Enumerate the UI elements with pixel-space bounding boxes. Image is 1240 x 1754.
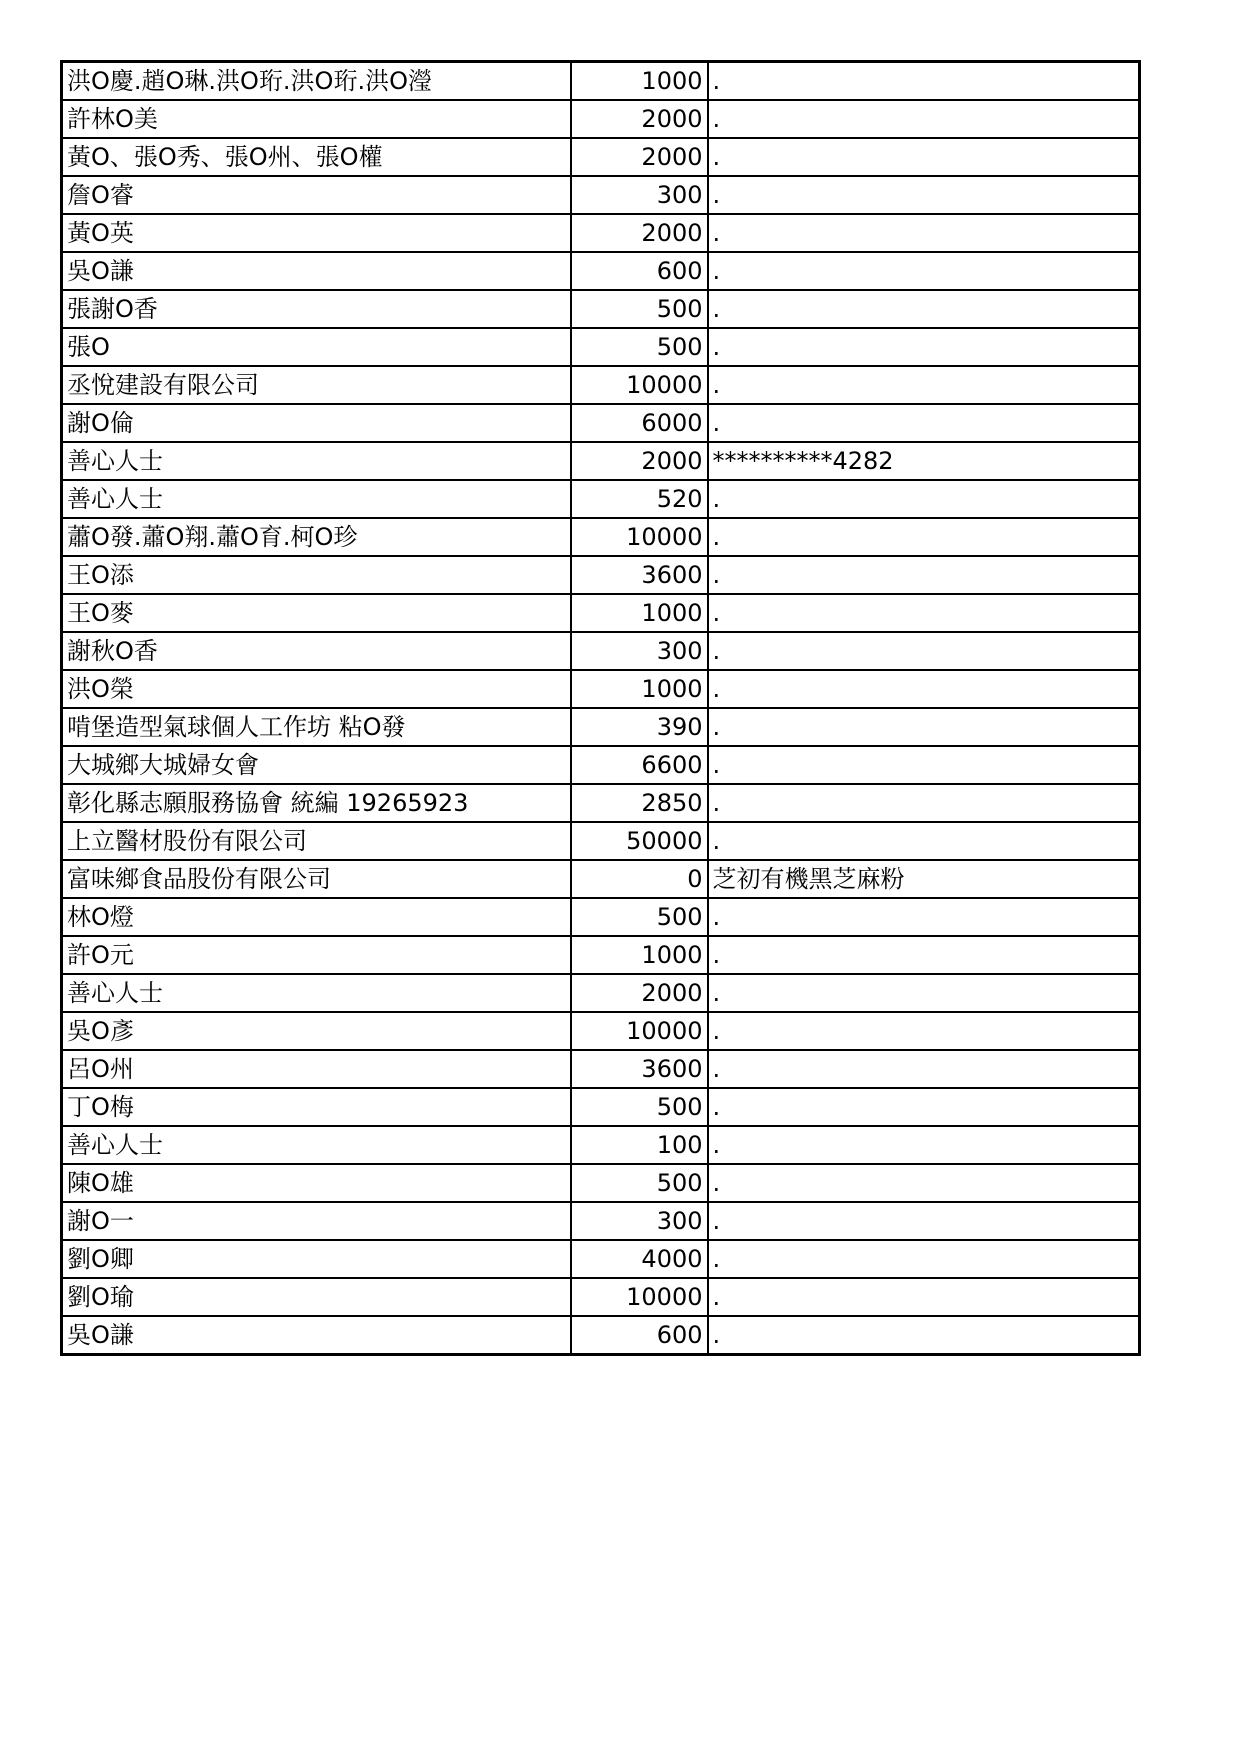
donor-name-cell: 上立醫材股份有限公司: [62, 822, 571, 860]
table-row: [62, 1012, 1140, 1050]
table-row: [62, 556, 1140, 594]
amount-cell: 2000: [571, 442, 708, 480]
amount-cell: 500: [571, 1164, 708, 1202]
note-cell: .: [708, 1012, 1140, 1050]
amount-cell: 1000: [571, 670, 708, 708]
donor-name-cell: 王O麥: [62, 594, 571, 632]
amount-cell: 1000: [571, 62, 708, 101]
donor-name-cell: 善心人士: [62, 974, 571, 1012]
table-row: [62, 784, 1140, 822]
donor-name-cell: 呂O州: [62, 1050, 571, 1088]
donor-name-cell: 林O燈: [62, 898, 571, 936]
amount-cell: 1000: [571, 936, 708, 974]
amount-cell: 1000: [571, 594, 708, 632]
donor-name-cell: 許O元: [62, 936, 571, 974]
donor-name-cell: 黃O英: [62, 214, 571, 252]
table-row: [62, 860, 1140, 898]
donor-name-cell: 謝秋O香: [62, 632, 571, 670]
table-row: [62, 252, 1140, 290]
amount-cell: 2000: [571, 100, 708, 138]
note-cell: .: [708, 1202, 1140, 1240]
table-row: [62, 936, 1140, 974]
note-cell: .: [708, 1050, 1140, 1088]
donor-name-cell: 彰化縣志願服務協會 統編 19265923: [62, 784, 571, 822]
donor-name-cell: 王O添: [62, 556, 571, 594]
donor-name-cell: 許林O美: [62, 100, 571, 138]
donor-name-cell: 黃O、張O秀、張O州、張O權: [62, 138, 571, 176]
note-cell: .: [708, 1088, 1140, 1126]
note-cell: .: [708, 632, 1140, 670]
note-cell: .: [708, 518, 1140, 556]
table-row: [62, 1088, 1140, 1126]
note-cell: .: [708, 936, 1140, 974]
amount-cell: 50000: [571, 822, 708, 860]
amount-cell: 3600: [571, 556, 708, 594]
amount-cell: 6000: [571, 404, 708, 442]
note-cell: .: [708, 708, 1140, 746]
amount-cell: 300: [571, 176, 708, 214]
amount-cell: 6600: [571, 746, 708, 784]
table-row: [62, 1164, 1140, 1202]
note-cell: .: [708, 746, 1140, 784]
donor-name-cell: 謝O倫: [62, 404, 571, 442]
note-cell: 芝初有機黑芝麻粉: [708, 860, 1140, 898]
donor-name-cell: 詹O睿: [62, 176, 571, 214]
note-cell: .: [708, 214, 1140, 252]
donor-name-cell: 善心人士: [62, 1126, 571, 1164]
note-cell: .: [708, 100, 1140, 138]
donor-name-cell: 善心人士: [62, 442, 571, 480]
table-row: [62, 328, 1140, 366]
table-row: [62, 974, 1140, 1012]
note-cell: .: [708, 1240, 1140, 1278]
donor-name-cell: 吳O謙: [62, 252, 571, 290]
table-row: [62, 1050, 1140, 1088]
amount-cell: 500: [571, 328, 708, 366]
donor-name-cell: 張O: [62, 328, 571, 366]
note-cell: .: [708, 290, 1140, 328]
note-cell: **********4282: [708, 442, 1140, 480]
amount-cell: 10000: [571, 366, 708, 404]
note-cell: .: [708, 670, 1140, 708]
donor-name-cell: 啃堡造型氣球個人工作坊 粘O發: [62, 708, 571, 746]
donor-name-cell: 蕭O發.蕭O翔.蕭O育.柯O珍: [62, 518, 571, 556]
note-cell: .: [708, 1164, 1140, 1202]
table-row: [62, 518, 1140, 556]
note-cell: .: [708, 252, 1140, 290]
table-row: [62, 290, 1140, 328]
table-row: [62, 1278, 1140, 1316]
note-cell: .: [708, 328, 1140, 366]
note-cell: .: [708, 898, 1140, 936]
donor-name-cell: 富味鄉食品股份有限公司: [62, 860, 571, 898]
table-row: [62, 1202, 1140, 1240]
table-row: [62, 480, 1140, 518]
table-row: [62, 442, 1140, 480]
donor-name-cell: 張謝O香: [62, 290, 571, 328]
table-row: [62, 670, 1140, 708]
table-row: [62, 176, 1140, 214]
note-cell: .: [708, 1278, 1140, 1316]
note-cell: .: [708, 594, 1140, 632]
table-row: [62, 632, 1140, 670]
note-cell: .: [708, 366, 1140, 404]
note-cell: .: [708, 176, 1140, 214]
amount-cell: 0: [571, 860, 708, 898]
amount-cell: 300: [571, 632, 708, 670]
note-cell: .: [708, 138, 1140, 176]
note-cell: .: [708, 784, 1140, 822]
table-row: [62, 1240, 1140, 1278]
note-cell: .: [708, 822, 1140, 860]
amount-cell: 520: [571, 480, 708, 518]
donor-name-cell: 吳O彥: [62, 1012, 571, 1050]
note-cell: .: [708, 480, 1140, 518]
donor-name-cell: 陳O雄: [62, 1164, 571, 1202]
donor-name-cell: 洪O慶.趙O琳.洪O珩.洪O珩.洪O瀅: [62, 62, 571, 101]
amount-cell: 3600: [571, 1050, 708, 1088]
note-cell: .: [708, 404, 1140, 442]
donor-name-cell: 劉O卿: [62, 1240, 571, 1278]
note-cell: .: [708, 556, 1140, 594]
table-row: [62, 898, 1140, 936]
table-row: [62, 100, 1140, 138]
amount-cell: 500: [571, 898, 708, 936]
note-cell: .: [708, 974, 1140, 1012]
amount-cell: 4000: [571, 1240, 708, 1278]
donor-name-cell: 謝O一: [62, 1202, 571, 1240]
table-row: [62, 594, 1140, 632]
table-row: [62, 62, 1140, 101]
amount-cell: 2000: [571, 138, 708, 176]
amount-cell: 10000: [571, 1012, 708, 1050]
donor-name-cell: 丁O梅: [62, 1088, 571, 1126]
donation-table: [60, 60, 1141, 1356]
table-row: [62, 822, 1140, 860]
table-row: [62, 366, 1140, 404]
donor-name-cell: 吳O謙: [62, 1316, 571, 1355]
donation-table-body: [62, 62, 1140, 1355]
donor-name-cell: 大城鄉大城婦女會: [62, 746, 571, 784]
table-row: [62, 1126, 1140, 1164]
amount-cell: 600: [571, 252, 708, 290]
amount-cell: 390: [571, 708, 708, 746]
amount-cell: 300: [571, 1202, 708, 1240]
note-cell: .: [708, 62, 1140, 101]
donor-name-cell: 洪O榮: [62, 670, 571, 708]
amount-cell: 10000: [571, 518, 708, 556]
amount-cell: 600: [571, 1316, 708, 1355]
note-cell: .: [708, 1316, 1140, 1355]
donor-name-cell: 善心人士: [62, 480, 571, 518]
amount-cell: 500: [571, 1088, 708, 1126]
table-row: [62, 1316, 1140, 1355]
note-cell: .: [708, 1126, 1140, 1164]
amount-cell: 2850: [571, 784, 708, 822]
table-row: [62, 404, 1140, 442]
amount-cell: 100: [571, 1126, 708, 1164]
table-row: [62, 746, 1140, 784]
table-row: [62, 708, 1140, 746]
amount-cell: 10000: [571, 1278, 708, 1316]
donor-name-cell: 丞悅建設有限公司: [62, 366, 571, 404]
table-row: [62, 138, 1140, 176]
table-row: [62, 214, 1140, 252]
donor-name-cell: 劉O瑜: [62, 1278, 571, 1316]
amount-cell: 500: [571, 290, 708, 328]
amount-cell: 2000: [571, 974, 708, 1012]
amount-cell: 2000: [571, 214, 708, 252]
